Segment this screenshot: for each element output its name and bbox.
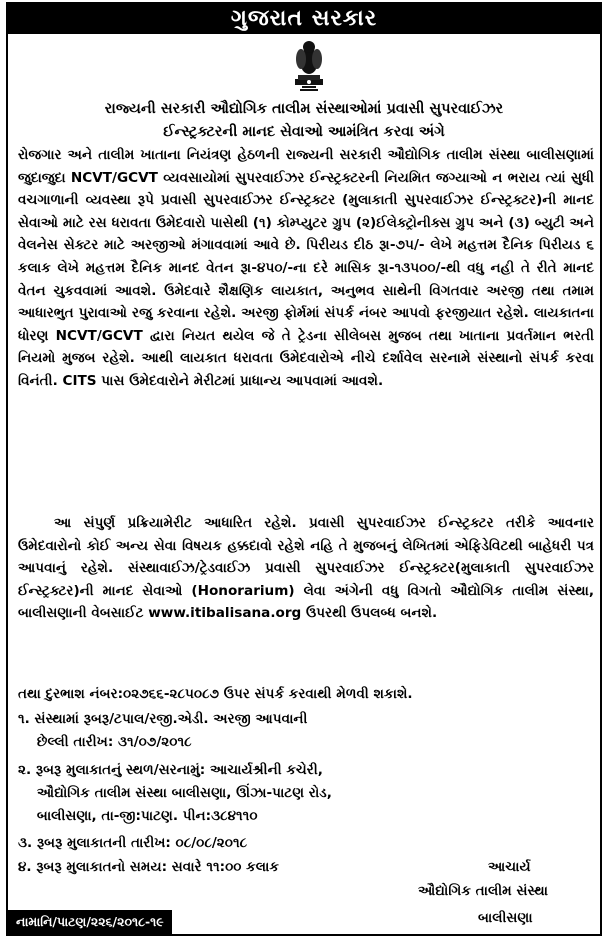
list-item: ૨. રૂબરૂ મુલાકાતનું સ્થળ/સરનામું: આચાર્યશ્રીની કચેરી, [18,762,323,778]
signatory-place: બાલીસણા [478,910,533,926]
signatory-institute: ઔદ્યોગિક તાલીમ સંસ્થા [418,883,548,899]
list-item: બાલીસણા, તા-જી:પાટણ. પીન:૩૮૪૧૧૦ [18,808,258,824]
government-header: ગુજરાત સરકાર [8,4,600,34]
signatory-designation: આચાર્ય [488,859,531,875]
list-item: ઔદ્યોગિક તાલીમ સંસ્થા બાલીસણા, ઊંઝા-પાટણ રોડ, [18,785,332,801]
list-item: ૩. રૂબરૂ મુલાકાતની તારીખ: ૦૮/૦૮/૨૦૧૮ [18,835,248,851]
notice-frame [6,2,602,936]
list-item: ૧. સંસ્થામાં રૂબરૂ/ટપાલ/રજી.એડી. અરજી આપવાની [18,711,308,727]
national-emblem-icon [292,37,326,93]
notice-reference-code: નામાનિ/પાટણ/૨૨૬/૨૦૧૮-૧૯ [8,910,172,934]
notice-paragraph-2: આ સંપુર્ણ પ્રક્રિયામેરીટ આધારિત રહેશે. પ્રવાસી સુપરવાઈઝર ઈન્સ્ટ્રક્ટર તરીકે આવનાર ઉમેદવારોનો કોઈ અન્ય સેવા વિષયક હક્કદાવો રહેશે નહિ તે મુજબનું લેખિતમાં એફિડેવિટથી બાહેધરી પત્ર આપવાનું રહેશે. સંસ્થાવાઈઝ/ટ્રેડવાઈઝ પ્રવાસી સુપરવાઈઝર ઈન્સ્ટ્રક્ટર(મુલાકાતી સુપરવાઈઝર ઈન્સ્ટ્રક્ટર)ની માનદ સેવાઓ (Honorarium) લેવા અંગેની વધુ વિગતો ઔદ્યોગિક તાલીમ સંસ્થા, બાલીસણાની વેબસાઈટ www.itibalisana.org ઉપરથી ઉપલબ્ધ બનશે. [18,515,594,622]
notice-title-line-2: ઈન્સ્ટ્રક્ટરની માનદ સેવાઓ આમંત્રિત કરવા અંગે [163,124,445,140]
list-item: છેલ્લી તારીખ: ૩૧/૦૭/૨૦૧૮ [18,734,192,750]
notice-paragraph-1: રોજગાર અને તાલીમ ખાતાના નિયંત્રણ હેઠળની રાજ્યની સરકારી ઔદ્યોગિક તાલીમ સંસ્થા બાલીસણામાં જુદાજુદા NCVT/GCVT વ્યવસાયોમાં સુપરવાઈઝર ઈન્સ્ટ્રક્ટરની નિયમિત જગ્યાઓ ન ભરાય ત્યાં સુધી વચગાળાની વ્યવસ્થા રૂપે પ્રવાસી સુપરવાઈઝર ઈન્સ્ટ્રક્ટર (મુલાકાતી સુપરવાઈઝર ઈન્સ્ટ્રક્ટર)ની માનદ સેવાઓ માટે રસ ધરાવતા ઉમેદવારો પાસેથી (૧) કોમ્પ્યુટર ગ્રુપ (૨)ઈલેક્ટ્રોનીક્સ ગ્રુપ અને (૩) બ્યુટી અને વેલનેસ સેક્ટર માટે અરજીઓ મંગાવવામાં આવે છે. પિરીયડ દીઠ રૂ।-૭૫/- લેખે મહત્તમ દૈનિક પિરીયડ ૬ કલાક લેખે મહત્તમ દૈનિક માનદ વેતન રૂ।-૪૫૦/-ના દરે માસિક રૂ।-૧૩૫૦૦/-થી વધુ નહી તે રીતે માનદ વેતન ચુકવવામાં આવશે. ઉમેદવારે શૈક્ષણિક લાયકાત, અનુભવ સાથેની વિગતવાર અરજી તથા તમામ આધારભુત પુરાવાઓ રજુ કરવાના રહેશે. અરજી ફોર્મમાં સંપર્ક નંબર આપવો ફરજીયાત રહેશે. લાયકાતના ધોરણ NCVT/GCVT દ્વારા નિયત થયેલ જે તે ટ્રેડના સીલેબસ મુજબ તથા ખાતાના પ્રવર્તમાન ભરતી નિયમો મુજબ રહેશે. આથી લાયકાત ધરાવતા ઉમેદવારોએ નીચે દર્શાવેલ સરનામે સંસ્થાનો સંપર્ક કરવા વિનંતી. CITS પાસ ઉમેદવારોને મેરીટમાં પ્રાધાન્ય આપવામાં આવશે. [18,147,594,389]
contact-phone-line: તથા દુરભાશ નંબર:૦૨૭૬૬-૨૮૫૦૮૭ ઉપર સંપર્ક કરવાથી મેળવી શકાશે. [18,686,413,702]
list-item: ૪. રૂબરૂ મુલાકાતનો સમય: સવારે ૧૧:૦૦ કલાક [18,859,279,875]
notice-title-line-1: રાજ્યની સરકારી ઔદ્યોગિક તાલીમ સંસ્થાઓમાં પ્રવાસી સુપરવાઈઝર [104,101,504,117]
